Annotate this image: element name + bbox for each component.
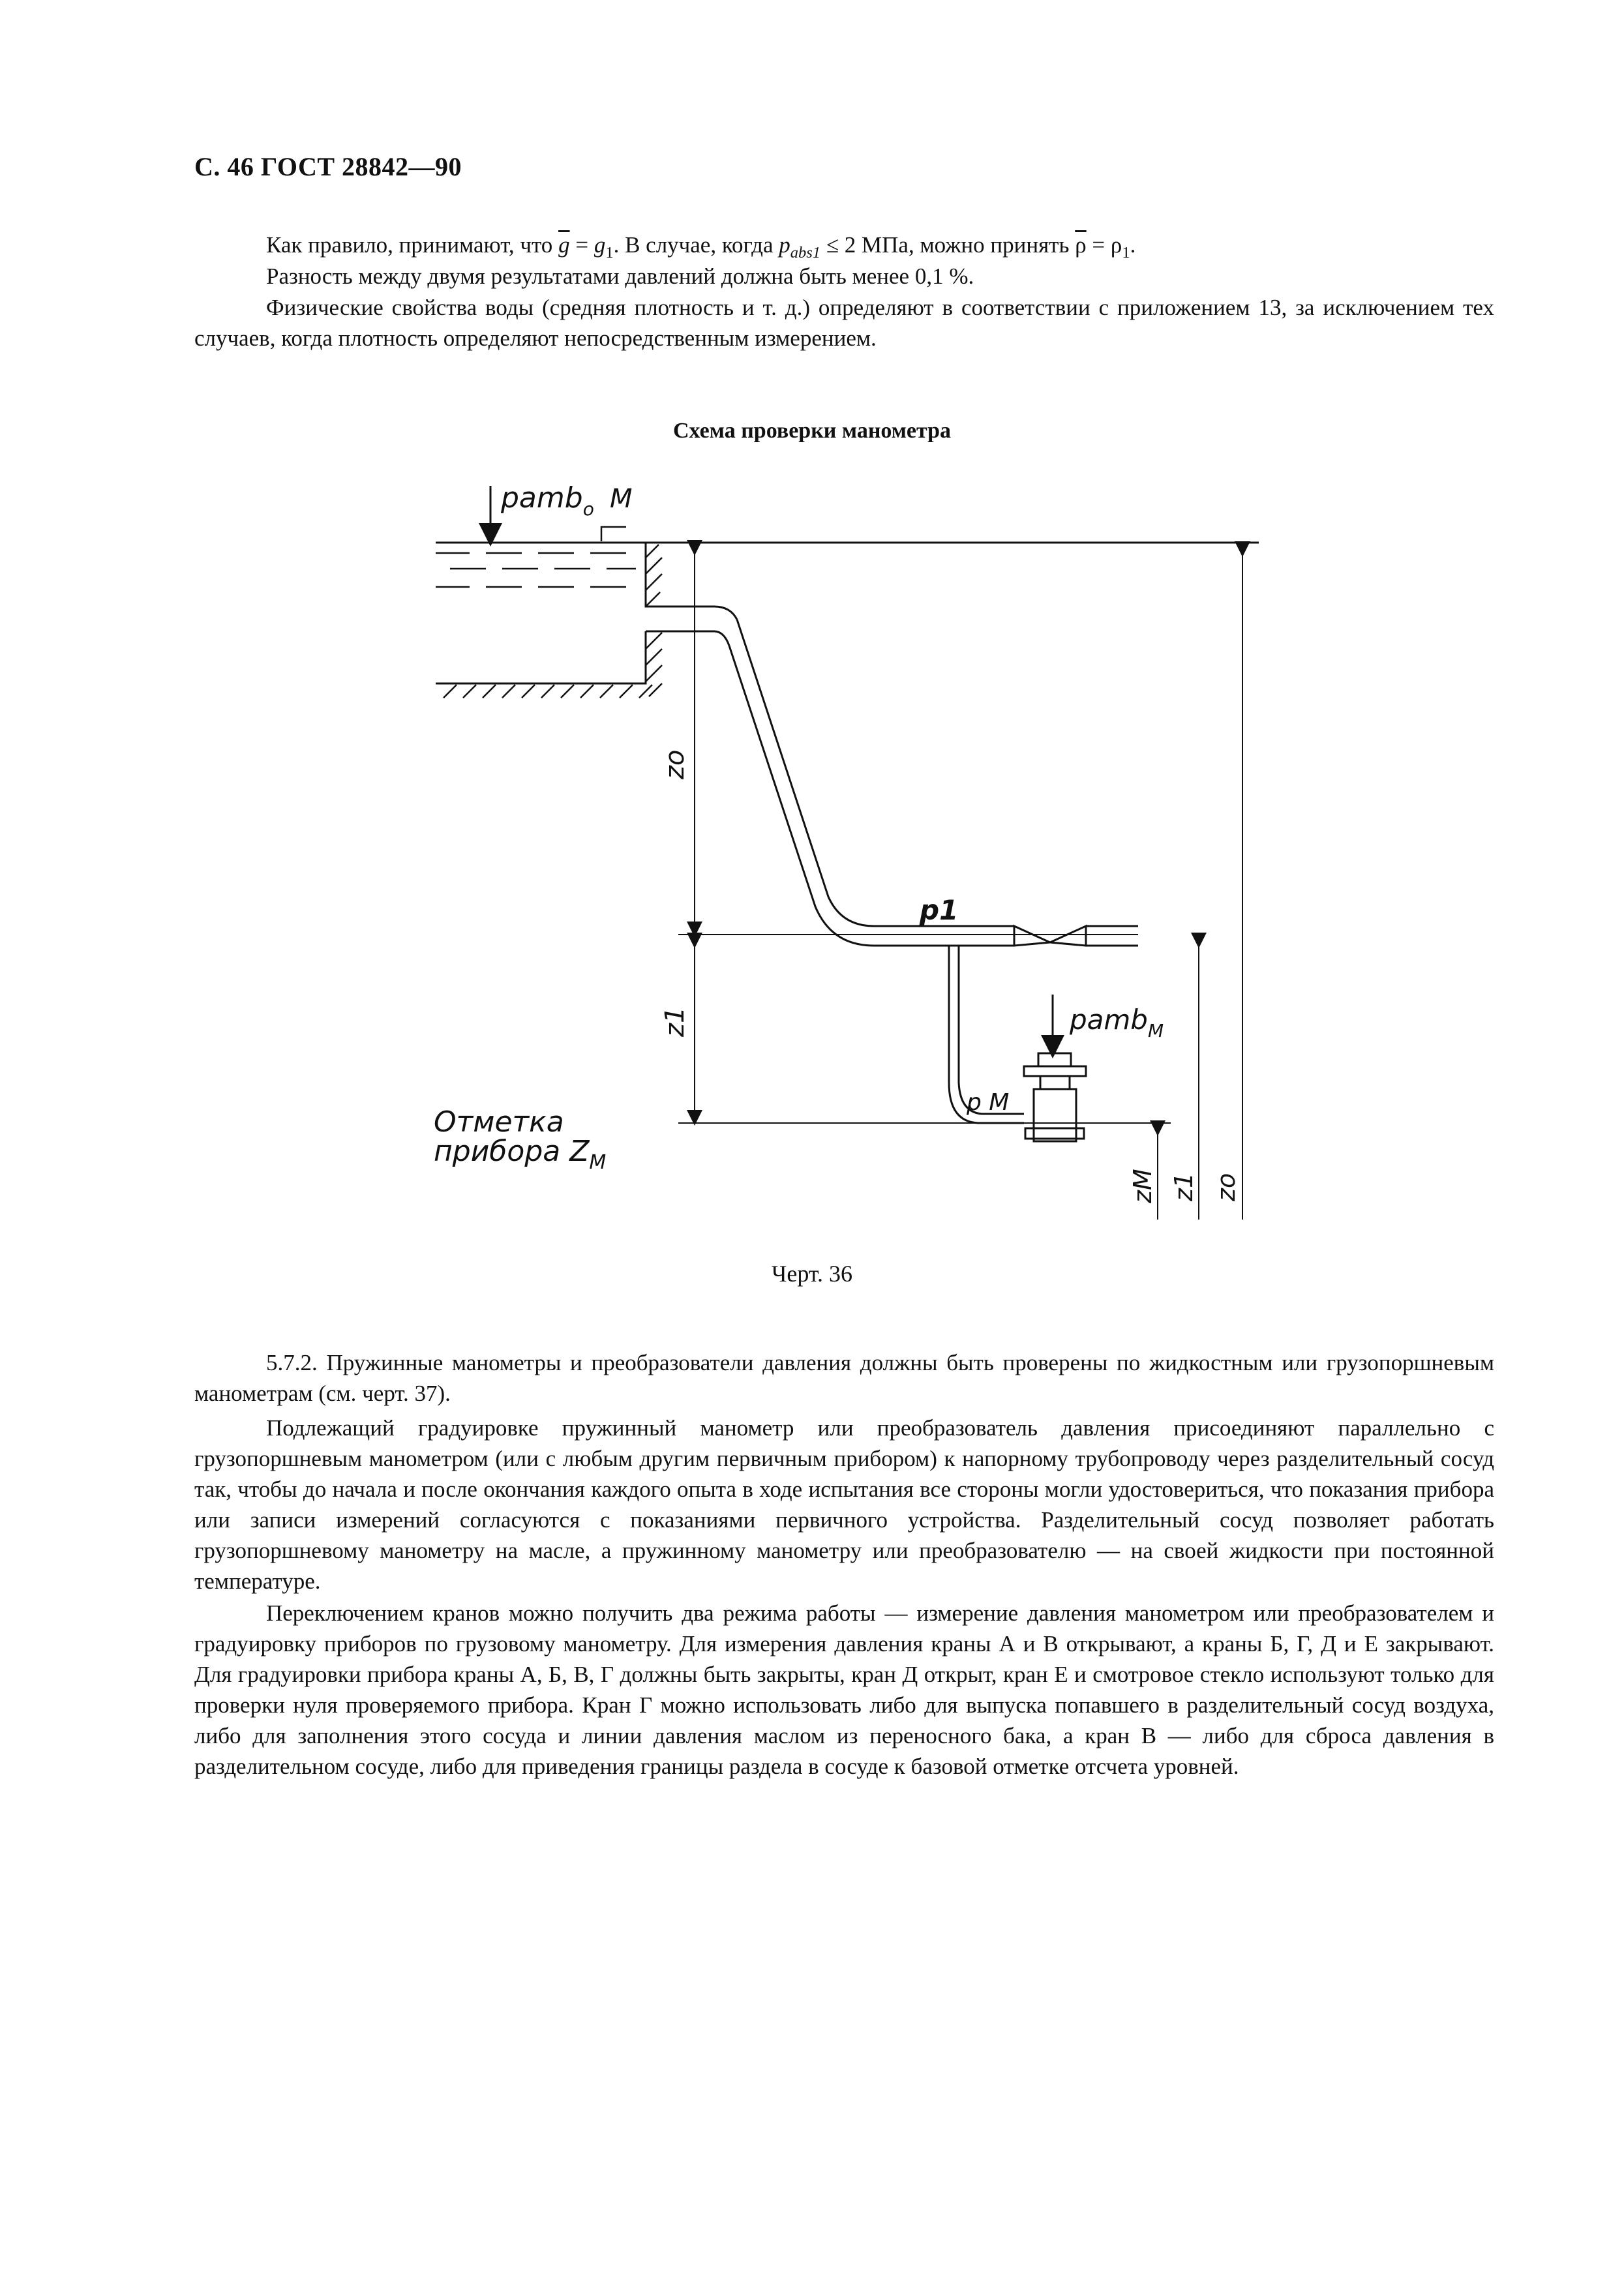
g1-subscript: 1 (605, 244, 614, 262)
gauge-body (1034, 1089, 1076, 1141)
rho1-subscript: 1 (1122, 244, 1130, 262)
p1-label: p1 (920, 894, 959, 926)
z1-bottom-label: z1 (1169, 1172, 1198, 1201)
gauge-flange-top (1024, 1066, 1086, 1076)
intro-text: . (1130, 232, 1136, 258)
p-symbol: p (779, 232, 790, 258)
z1-label: z1 (660, 1006, 690, 1037)
g1-symbol: g (594, 232, 606, 258)
section-paragraph-2: Подлежащий градуировке пружинный манометр или преобразователь давления присоединяют параллельно с грузопоршневым манометром (или с любым другим первичным прибором) к напорному трубопроводу через разделительный сосуд так, чтобы до начала и после окончания каждого опыта в ходе испытания все стороны могли удостовериться, что показания прибора или записи измерений согласуются с показаниями первичного устройства. Разделительный сосуд позволяет работать грузопоршневому манометру на масле, а пружинному манометру или преобразователю — на своей жидкости при постоянной температуре. (194, 1415, 1494, 1594)
water-hatching (436, 553, 636, 587)
reservoir-floor (436, 631, 646, 683)
page-header: С. 46 ГОСТ 28842—90 (194, 152, 462, 181)
intro-text: Как правило, принимают, что (266, 232, 559, 258)
z0-bottom-label: zo (1212, 1173, 1241, 1201)
pipe-outer-top (646, 543, 737, 620)
section-paragraph-1: 5.7.2. Пружинные манометры и преобразователи давления должны быть проверены по жидкостным или грузопоршневым манометрам (см. черт. 37). (194, 1350, 1494, 1406)
pM-label: p M (967, 1089, 1010, 1116)
patmM-label: pamb$_M$ (1070, 1004, 1164, 1042)
gauge-cap (1038, 1053, 1071, 1066)
intro-line-2: Разность между двумя результатами давлений должна быть менее 0,1 %. (266, 263, 974, 289)
pipe-outer-bottom (646, 631, 729, 646)
g-mean: $\overline{g}$ (558, 232, 570, 258)
mark-label-line-1: Отметка (434, 1105, 564, 1139)
valve-left (1014, 926, 1050, 946)
valve-right (1050, 926, 1086, 946)
rho-mean: $\overline{\rho}$ (1075, 232, 1087, 258)
patm0-label: pamb$_o$ (501, 481, 594, 520)
intro-text: = (569, 232, 594, 258)
inclined-pipe-upper (737, 620, 1014, 926)
z0-label: zo (660, 749, 690, 779)
m-label: M (610, 484, 633, 514)
intro-line-3: Физические свойства воды (средняя плотность и т. д.) определяют в соответствии с приложением 13, за исключением тех случаев, когда плотность определяют непосредственным измерением. (194, 295, 1494, 351)
p-subscript: abs1 (790, 244, 821, 262)
mark-label-line-2: прибора $Z_M$ (434, 1135, 607, 1174)
gauge-stem (1040, 1076, 1070, 1089)
figure-title: Схема проверки манометра (672, 419, 952, 443)
section-paragraph-3: Переключением кранов можно получить два режима работы — измерение давления манометром или преобразователем и градуировку приборов по грузовому манометру. Для измерения давления краны А и В открывают, а краны Б, Г, Д и Е закрывают. Для градуировки прибора краны А, Б, В, Г должны быть закрыты, кран Д открыт, кран Е и смотровое стекло используют только для проверки нуля проверяемого прибора. Кран Г можно использовать либо для выпуска попавшего в разделительный сосуд воздуха, либо для заполнения этого сосуда и линии давления маслом из переносного бака, а кран В — либо для сброса давления в разделительном сосуде, либо для приведения границы раздела в сосуде к базовой отметке отсчета уровней. (194, 1600, 1494, 1779)
wall-hatching (444, 545, 662, 698)
intro-text: = ρ (1086, 232, 1122, 258)
intro-text: . В случае, когда (613, 232, 779, 258)
intro-text: ≤ 2 МПа, можно принять (820, 232, 1075, 258)
m-marker (601, 527, 626, 541)
inclined-pipe-lower (729, 646, 1014, 946)
figure-caption: Черт. 36 (772, 1261, 852, 1287)
zM-bottom-label: zM (1128, 1169, 1157, 1203)
